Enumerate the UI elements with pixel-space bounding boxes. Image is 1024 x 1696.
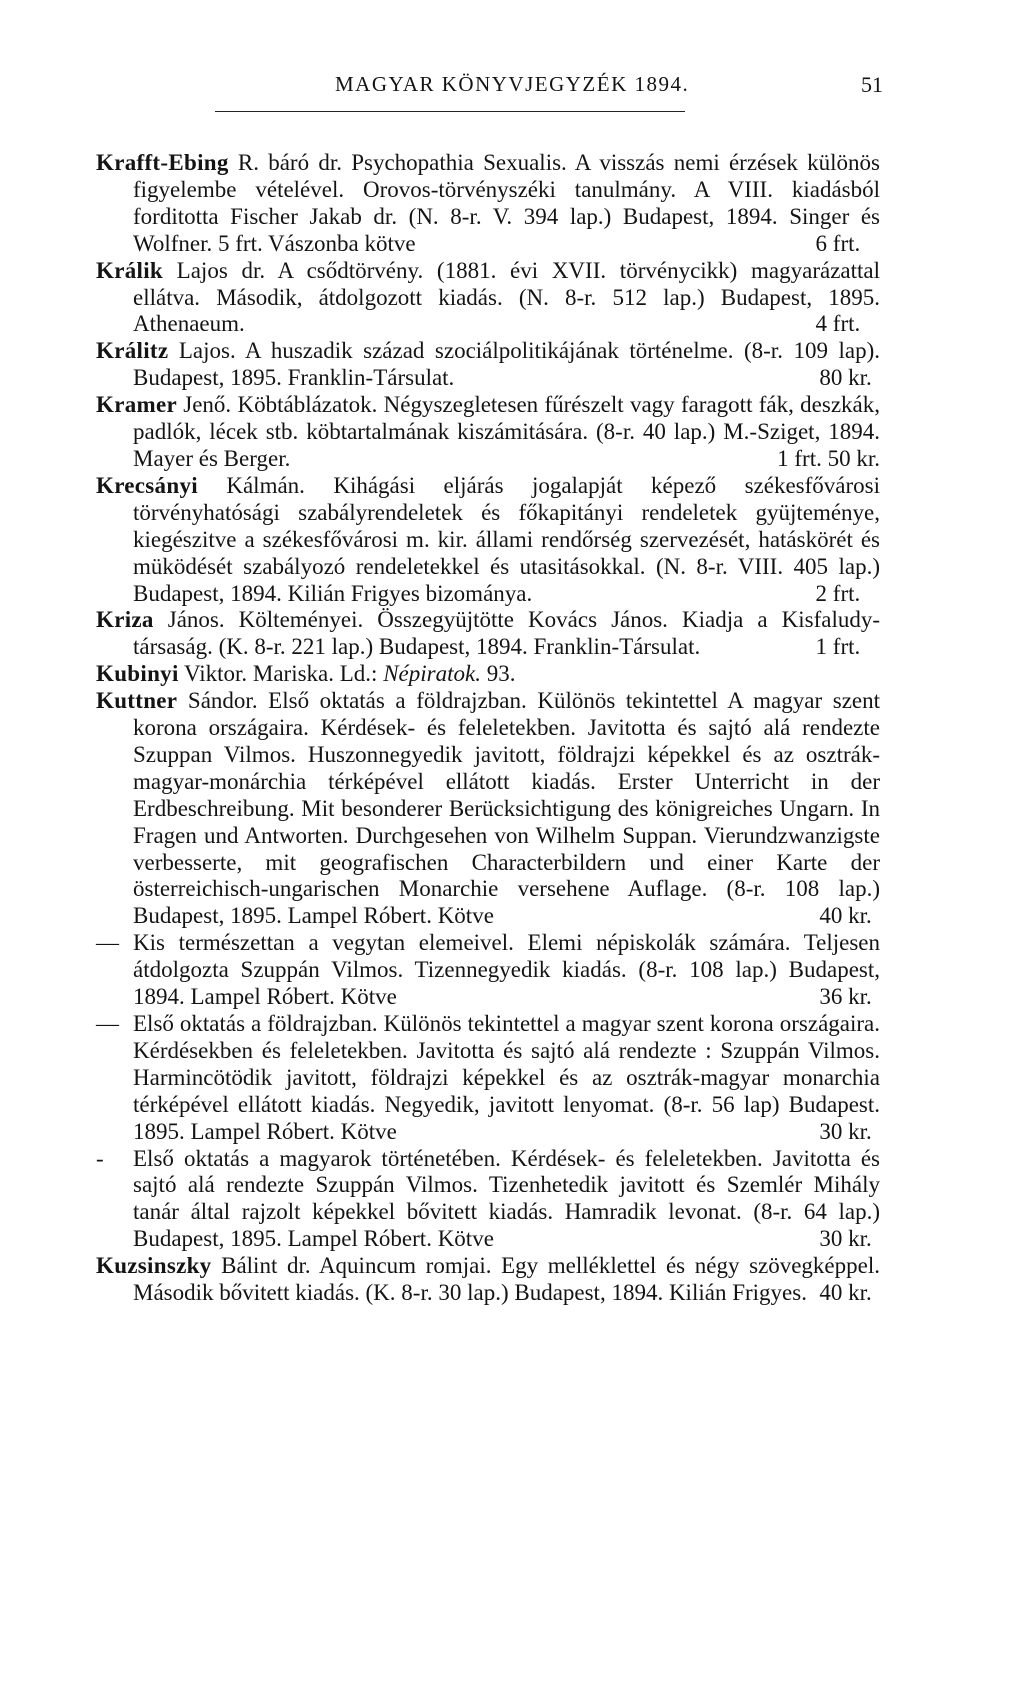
entry-text: Kis természettan a vegytan elemeivel. Elemi népiskolák számára. Teljesen átdolgozta Szuppán Vilmos. Tizennegyedik kiadás. (8-r. 108 lap.) Budapest, 1894. Lampel Róbert. Kötve: [133, 930, 880, 1010]
ditto-dash: -: [96, 1145, 104, 1171]
list-item: [96, 688, 880, 930]
entry-text: Első oktatás a földrajzban. Különös tekintettel a magyar szent korona országaira. Kérdésekben és feleletekben. Javitotta és sajtó alá rendezte : Szuppán Vilmos. Harmincötödik javitott, földrajzi képekkel és az osztrák-magyar monarchia térképével ellátott kiadás. Negyedik, javitott lenyomat. (8-r. 56 lap) Budapest. 1895. Lampel Róbert. Kötve: [133, 1011, 880, 1144]
entry-price: 30 kr.: [819, 1226, 872, 1252]
list-item: [96, 473, 880, 608]
entry-text: Viktor. Mariska. Ld.:: [178, 661, 384, 687]
entry-author: Kubinyi: [96, 661, 179, 687]
entry-price: 1 frt.: [815, 634, 861, 660]
entry-text: Kálmán. Kihágási eljárás jogalapját képező székesfővárosi törvényhatósági szabályrendeletek és főkapitányi rendeletek gyüjteménye, kiegészitve a székesfővárosi m. kir. állami rendőrség szervezését, hatáskörét és müködését szabályozó rendeletekkel és utasitásokkal. (N. 8-r. VIII. 405 lap.) Budapest, 1894. Kilián Frigyes bizománya.: [133, 472, 880, 606]
list-item: [96, 930, 880, 1011]
entry-text: Jenő. Köbtáblázatok. Négyszegletesen fűrészelt vagy faragott fák, deszkák, padlók, lécek stb. köbtartalmának kiszámitására. (8-r. 40 lap.) M.-Sziget, 1894. Mayer és Berger.: [133, 392, 880, 471]
page-header: [215, 72, 883, 102]
list-item: [96, 1253, 880, 1307]
entry-author: Kriza: [96, 607, 154, 633]
list-item: [96, 1011, 880, 1146]
page-number: 51: [861, 72, 883, 97]
entry-price: 40 kr.: [819, 903, 872, 929]
entry-author: Kuzsinszky: [96, 1253, 212, 1279]
entry-text: János. Költeményei. Összegyüjtötte Kovács János. Kiadja a Kisfaludy-társaság. (K. 8-r. 221 lap.) Budapest, 1894. Franklin-Társulat.: [133, 607, 880, 660]
entry-text-after: 93.: [480, 661, 516, 687]
list-item: [96, 392, 880, 473]
list-item: [96, 258, 880, 339]
entry-author: Kuttner: [96, 688, 178, 714]
entry-text: R. báró dr. Psychopathia Sexualis. A visszás nemi érzések különös figyelembe vételével. Orovos-törvényszéki tanulmány. A VIII. kiadásból forditotta Fischer Jakab dr. (N. 8-r. V. 394 lap.) Budapest, 1894. Singer és Wolfner. 5 frt. Vászonba kötve: [133, 150, 880, 256]
ditto-dash: —: [96, 1011, 119, 1036]
entry-author: Králitz: [96, 338, 169, 364]
header-rule: [215, 111, 685, 112]
list-item: [96, 1146, 880, 1254]
entry-price: 80 kr.: [819, 365, 872, 391]
entry-cross-reference: Népiratok.: [383, 661, 481, 687]
entry-author: Kramer: [96, 392, 177, 418]
entry-price: 40 kr.: [819, 1280, 872, 1306]
entry-text: Első oktatás a magyarok történetében. Kérdések- és feleletekben. Javitotta és sajtó alá rendezte Szuppán Vilmos. Tizenhetedik javitott és Szemlér Mihály tanár által rajzolt képekkel bővitett kiadás. Hamradik levonat. (8-r. 64 lap.) Budapest, 1895. Lampel Róbert. Kötve: [133, 1145, 880, 1252]
list-item: [96, 150, 880, 258]
catalogue-entries: [96, 150, 880, 1307]
entry-price: 6 frt.: [815, 230, 861, 256]
entry-price: 30 kr.: [819, 1118, 872, 1144]
entry-text: Lajos. A huszadik század szociálpolitikájának történelme. (8-r. 109 lap). Budapest, 1895. Franklin-Társulat.: [133, 338, 880, 391]
entry-price: 36 kr.: [819, 984, 872, 1010]
entry-text: Sándor. Első oktatás a földrajzban. Különös tekintettel A magyar szent korona országaira. Kérdések- és feleletekben. Javitotta és sajtó alá rendezte Szuppan Vilmos. Huszonnegyedik javitott, földrajzi képekkel és az osztrák-magyar-monárchia térképével ellátott kiadás. Erster Unterricht in der Erdbeschreibung. Mit besonderer Berücksichtigung des königreiches Ungarn. In Fragen und Antworten. Durchgesehen von Wilhelm Suppan. Vierundzwanzigste verbesserte, mit geografischen Characterbildern und einer Karte der österreichisch-ungarischen Monarchie versehene Auflage. (8-r. 108 lap.) Budapest, 1895. Lampel Róbert. Kötve: [133, 688, 880, 929]
entry-text: Bálint dr. Aquincum romjai. Egy melléklettel és négy szövegképpel. Második bővitett kiadás. (K. 8-r. 30 lap.) Budapest, 1894. Kilián Frigyes.: [133, 1253, 880, 1306]
list-item: [96, 607, 880, 661]
entry-price: 2 frt.: [815, 580, 861, 606]
list-item: [96, 338, 880, 392]
entry-text: Lajos dr. A csődtörvény. (1881. évi XVII. törvénycikk) magyarázattal ellátva. Második, átdolgozott kiadás. (N. 8-r. 512 lap.) Budapest, 1895. Athenaeum.: [133, 257, 880, 337]
entry-author: Krafft-Ebing: [96, 150, 229, 175]
entry-author: Krecsányi: [96, 472, 198, 498]
ditto-dash: —: [96, 930, 119, 956]
list-item: [96, 661, 880, 688]
entry-author: Králik: [96, 257, 163, 283]
entry-price: 4 frt.: [815, 311, 861, 337]
running-title: MAGYAR KÖNYVJEGYZÉK 1894.: [335, 72, 690, 96]
entry-price: 1 frt. 50 kr.: [777, 445, 880, 471]
